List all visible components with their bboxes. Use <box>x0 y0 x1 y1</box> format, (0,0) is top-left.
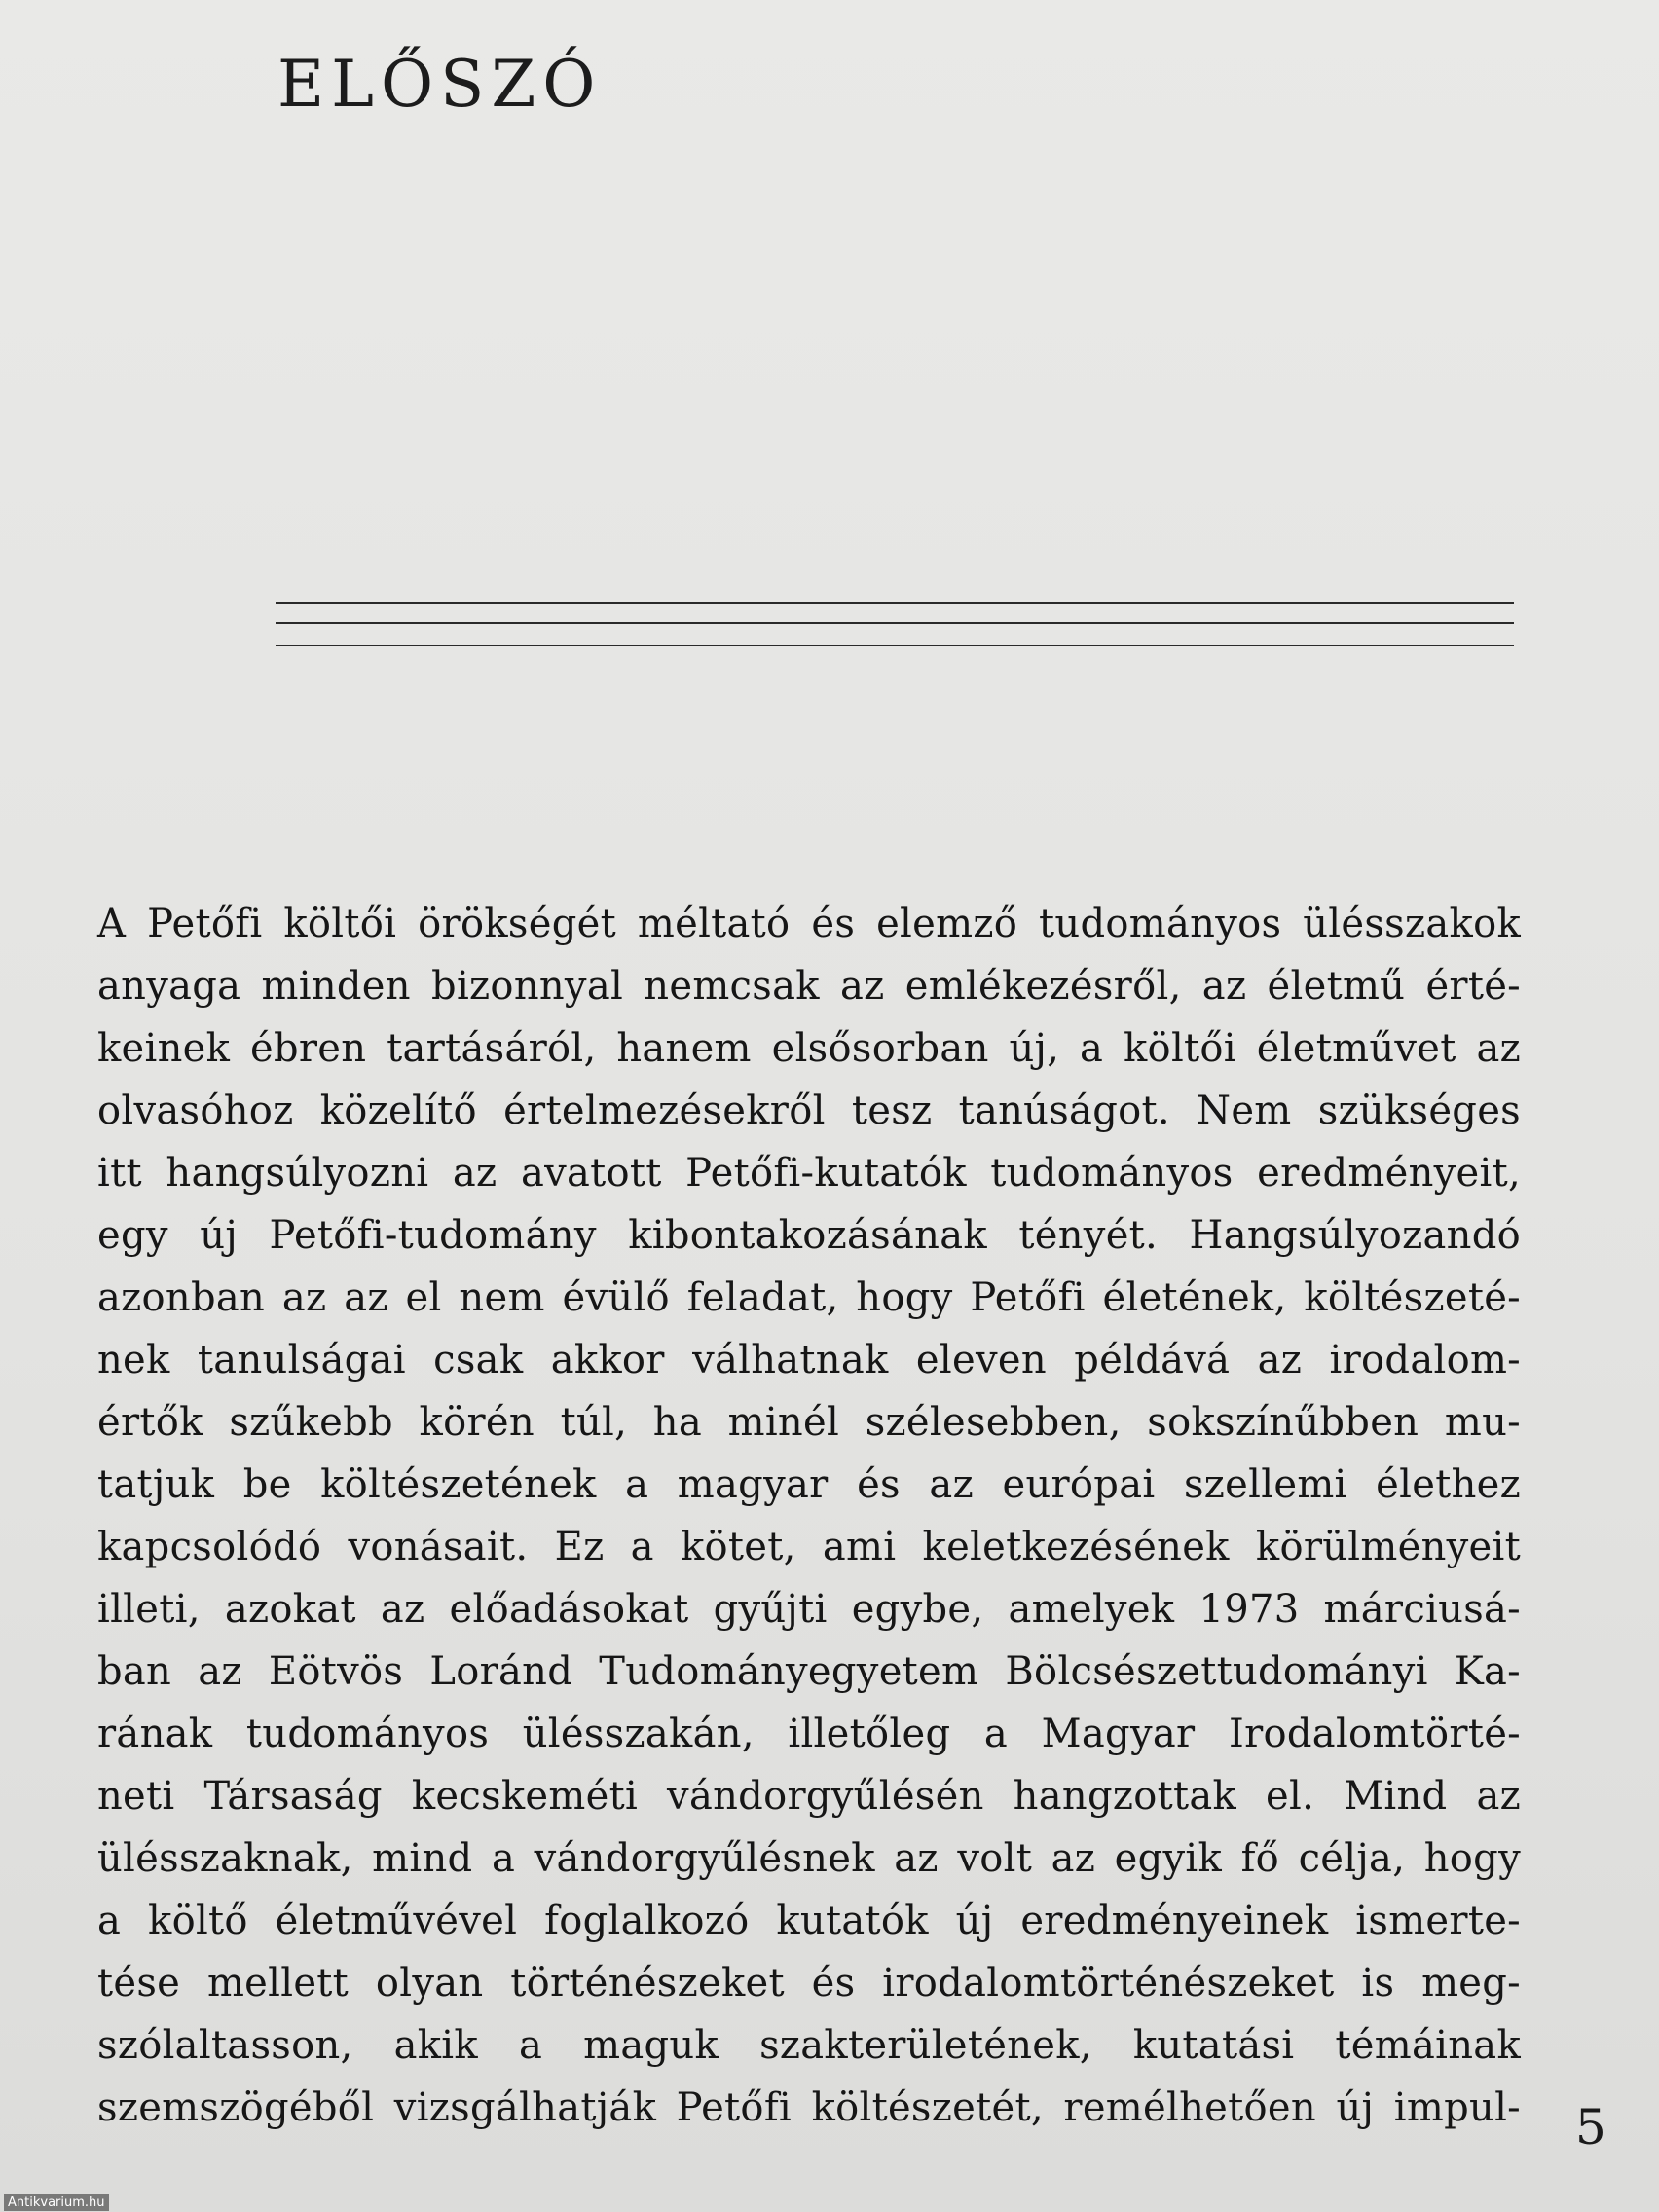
text-line: rának tudományos ülésszakán, illetőleg a Magyar Irodalomtörté- <box>97 1712 1521 1756</box>
text-line: keinek ébren tartásáról, hanem elsősorban új, a költői életművet az <box>97 1026 1521 1071</box>
text-line: tése mellett olyan történészeket és irodalomtörténészeket is meg- <box>97 1961 1521 2006</box>
watermark: Antikvarium.hu <box>4 2194 109 2211</box>
text-line: ban az Eötvös Loránd Tudományegyetem Bölcsészettudományi Ka- <box>97 1649 1521 1694</box>
text-line: a költő életművével foglalkozó kutatók új eredményeinek ismerte- <box>97 1899 1521 1943</box>
triple-rule-divider <box>276 602 1514 650</box>
divider-line <box>276 622 1514 624</box>
text-line: egy új Petőfi-tudomány kibontakozásának tényét. Hangsúlyozandó <box>97 1213 1521 1258</box>
divider-line <box>276 602 1514 604</box>
text-line: azonban az az el nem évülő feladat, hogy Petőfi életének, költészeté- <box>97 1275 1521 1320</box>
text-line: nek tanulságai csak akkor válhatnak eleven példává az irodalom- <box>97 1338 1521 1382</box>
divider-line <box>276 645 1514 646</box>
text-line: szólaltasson, akik a maguk szakterületének, kutatási témáinak <box>97 2023 1521 2068</box>
text-line: neti Társaság kecskeméti vándorgyűlésén hangzottak el. Mind az <box>97 1774 1521 1819</box>
text-line: A Petőfi költői örökségét méltató és elemző tudományos ülésszakok <box>97 902 1521 946</box>
text-line: anyaga minden bizonnyal nemcsak az emlékezésről, az életmű érté- <box>97 964 1521 1009</box>
text-line: tatjuk be költészetének a magyar és az európai szellemi élethez <box>97 1462 1521 1507</box>
text-line: ülésszaknak, mind a vándorgyűlésnek az volt az egyik fő célja, hogy <box>97 1836 1521 1881</box>
page-title: ELŐSZÓ <box>277 47 603 122</box>
body-paragraph <box>97 893 1521 2139</box>
text-line: itt hangsúlyozni az avatott Petőfi-kutatók tudományos eredményeit, <box>97 1151 1521 1196</box>
text-line: szemszögéből vizsgálhatják Petőfi költészetét, remélhetően új impul- <box>97 2085 1521 2130</box>
page-number: 5 <box>1575 2099 1606 2156</box>
text-line: értők szűkebb körén túl, ha minél szélesebben, sokszínűbben mu- <box>97 1400 1521 1445</box>
text-line: olvasóhoz közelítő értelmezésekről tesz tanúságot. Nem szükséges <box>97 1088 1521 1133</box>
text-line: illeti, azokat az előadásokat gyűjti egybe, amelyek 1973 márciusá- <box>97 1587 1521 1632</box>
text-line: kapcsolódó vonásait. Ez a kötet, ami keletkezésének körülményeit <box>97 1525 1521 1569</box>
